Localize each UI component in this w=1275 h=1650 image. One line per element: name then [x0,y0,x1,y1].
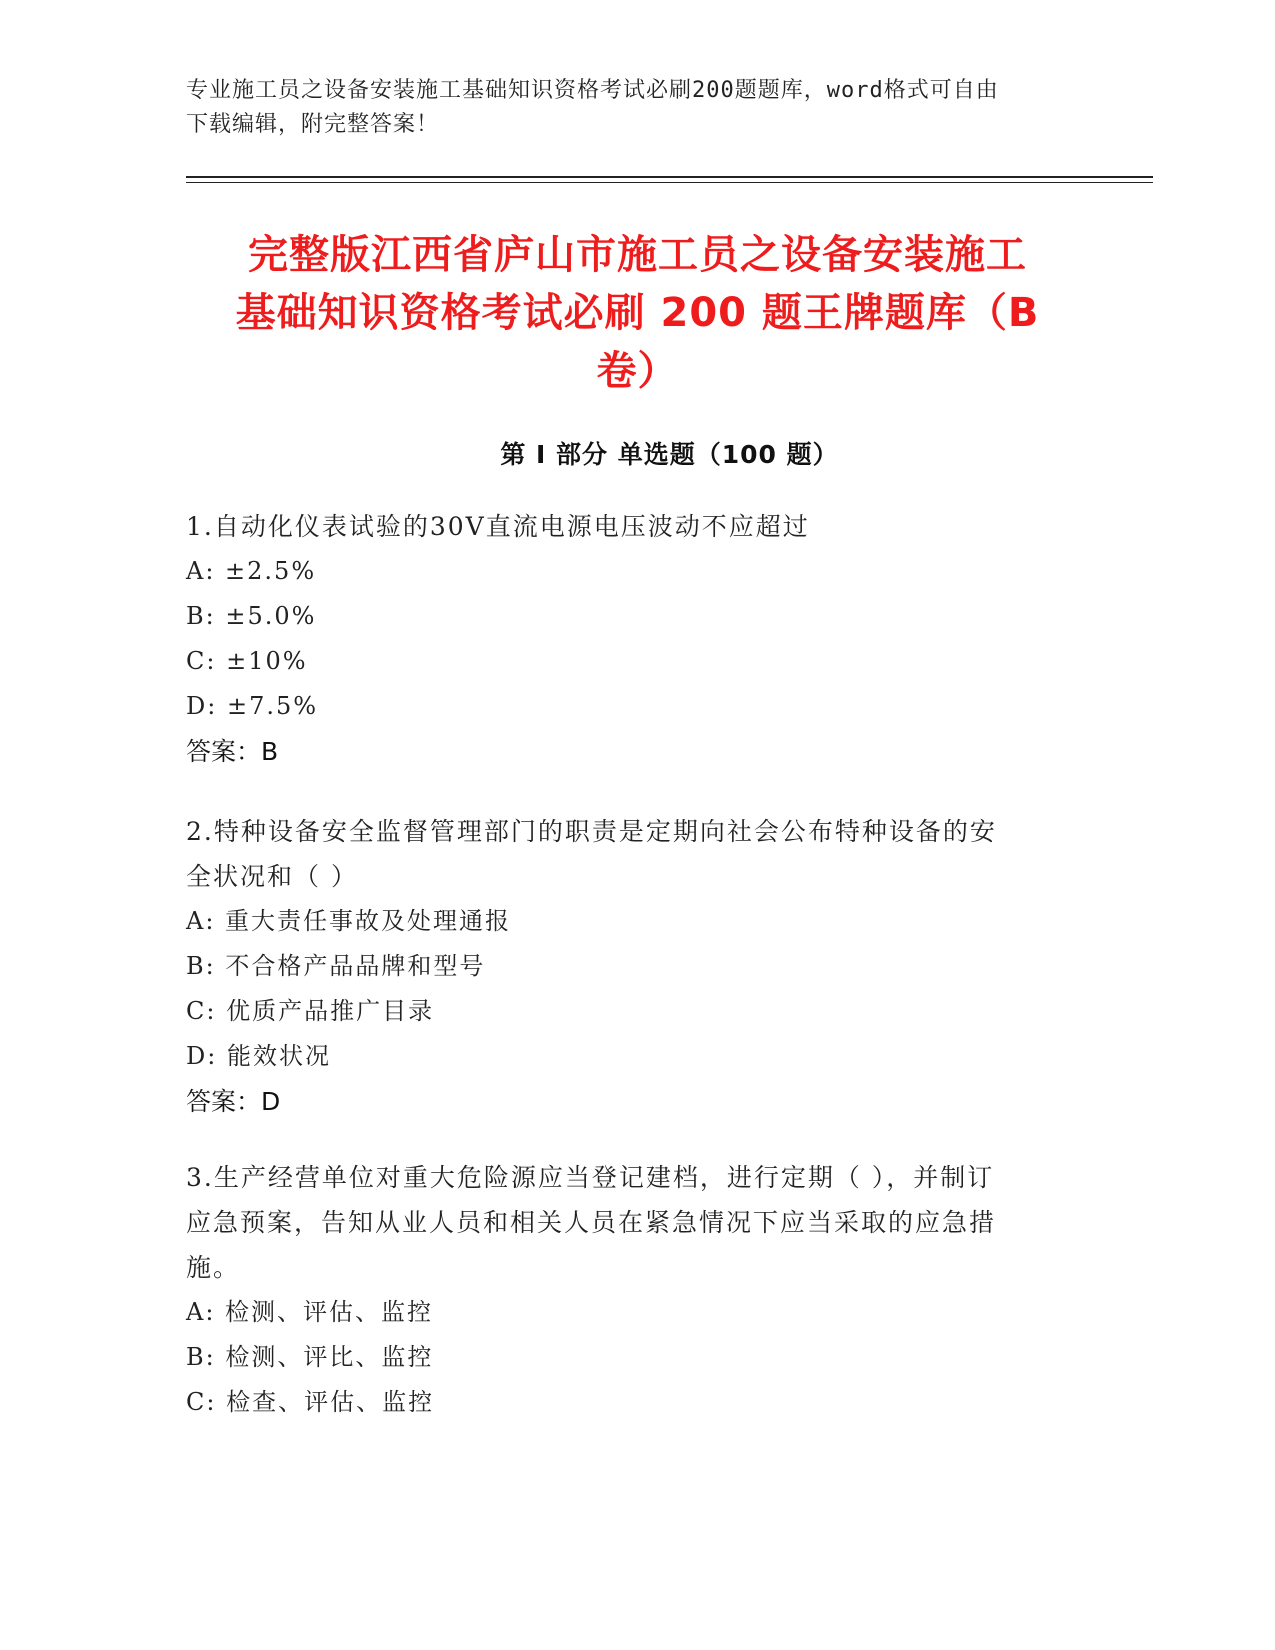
section-heading: 第 I 部分 单选题（100 题） [500,440,839,469]
question-stem-line-2: 全状况和（ ） [186,862,358,891]
header-divider-thick [186,176,1153,178]
answer-label: 答案：D [186,1087,281,1116]
header-note-line-1: 专业施工员之设备安装施工基础知识资格考试必刷200题题库，word格式可自由 [186,78,999,103]
question-stem: 1.自动化仪表试验的30V直流电源电压波动不应超过 [186,512,810,541]
document-title [170,226,1105,400]
option-c: C: 优质产品推广目录 [186,997,435,1025]
question-stem-line-3: 施。 [186,1253,241,1282]
option-d: D: 能效状况 [186,1042,331,1070]
header-note [186,74,1066,142]
question-1 [186,504,1066,774]
option-b: B: 不合格产品品牌和型号 [186,952,486,980]
document-title-line-1: 完整版江西省庐山市施工员之设备安装施工 [248,232,1027,278]
option-a: A: 检测、评估、监控 [186,1298,434,1326]
option-b: B: ±5.0% [186,602,317,630]
document-title-line-3: 卷） [596,348,679,394]
option-a: A: 重大责任事故及处理通报 [186,907,512,935]
option-b: B: 检测、评比、监控 [186,1343,434,1371]
header-divider-thin [186,182,1153,183]
option-a: A: ±2.5% [186,557,317,585]
option-c: C: ±10% [186,647,308,675]
question-2 [186,809,1066,1124]
header-note-line-2: 下载编辑，附完整答案！ [186,112,440,137]
question-stem-line-2: 应急预案，告知从业人员和相关人员在紧急情况下应当采取的应急措 [186,1208,997,1237]
answer-label: 答案：B [186,737,279,766]
question-stem-line-1: 2.特种设备安全监督管理部门的职责是定期向社会公布特种设备的安 [186,817,997,846]
option-c: C: 检查、评估、监控 [186,1388,435,1416]
question-stem-line-1: 3.生产经营单位对重大危险源应当登记建档，进行定期（ ），并制订 [186,1163,995,1192]
option-d: D: ±7.5% [186,692,319,720]
document-title-line-2: 基础知识资格考试必刷 200 题王牌题库（B [235,290,1040,336]
question-3 [186,1155,1066,1425]
